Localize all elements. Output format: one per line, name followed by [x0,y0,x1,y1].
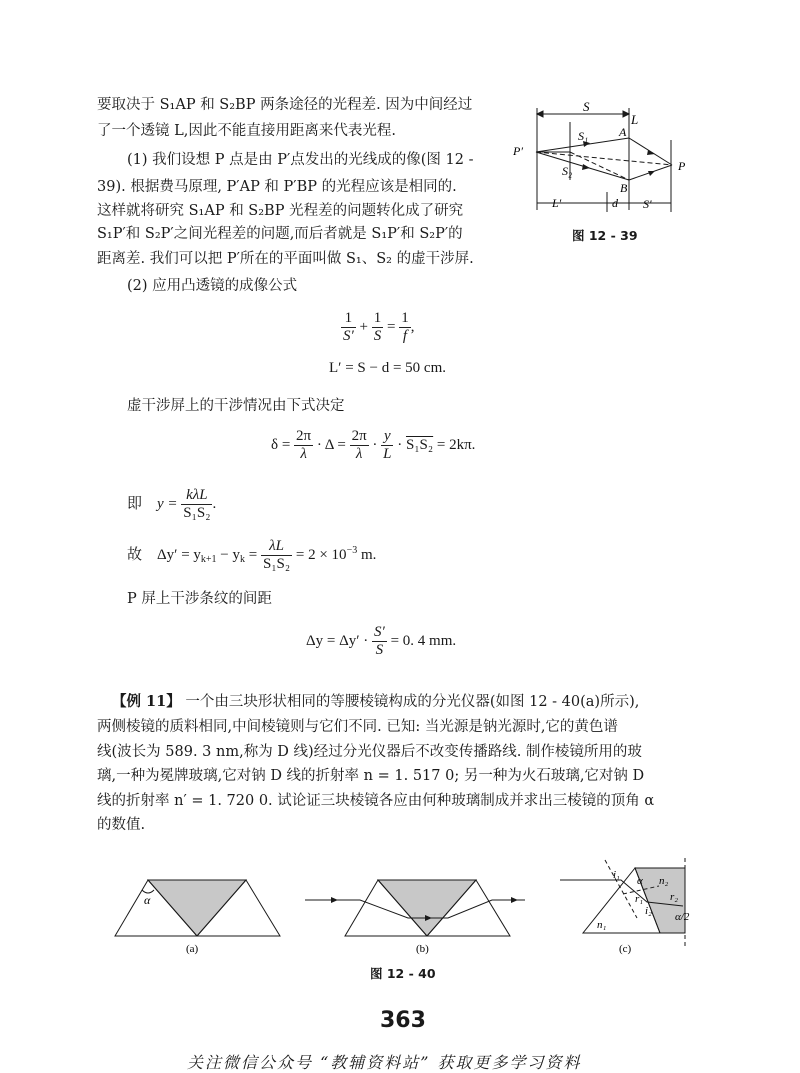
fig39-ray-PpB [536,152,629,180]
fig39-caption: 图 12 - 39 [572,228,638,243]
fig39-arrow [647,150,655,155]
eq-Lprime: L′ = S − d = 50 cm. [329,360,446,376]
fig40c-n2: n₂ [659,875,669,887]
figure-12-40a [110,870,300,960]
example-line1-text: 一个由三块形状相同的等腰棱镜构成的分光仪器(如图 12 - 40(a)所示), [180,694,640,710]
fig40b-arrow [331,897,338,903]
eq-delta-yprime: 故 $\Delta y' = y_{k+1} - y_k$ = $\frac{\lambda L}{\text{S₁S₂}}$ = $2 \times 10^{-3}$ m. [127,538,377,572]
fig40b-middle-prism [378,880,476,936]
example-tag: 【例 11】 [112,693,181,710]
fig40c-n1: n₁ [597,919,607,931]
fig40b-arrow [511,897,518,903]
fig40c-r1: r₁ [635,893,644,905]
fig40c-alpha2: α/2 [675,911,690,923]
para2-line4: S₁P′和 S₂P′之间光程差的问题,而后者就是 S₁P′和 S₂P′的 [97,226,463,242]
fig39-label-d: d [612,196,618,210]
para2-line2: 39). 根据费马原理, P′AP 和 P′BP 的光程应该是相同的. [97,179,457,195]
fig39-label-S: S [583,100,590,114]
eq-delta-y: Δy = Δy′ · $\frac{S'}{S}$ = 0. 4 mm. [306,624,457,658]
para2-line5: 距离差. 我们可以把 P′所在的平面叫做 S₁、S₂ 的虚干涉屏. [97,251,474,267]
page-number: 363 [380,1008,426,1033]
fig40a-label: (a) [186,943,199,955]
example-line5: 线的折射率 n′ = 1. 720 0. 试论证三块棱镜各应由何种玻璃制成并求出三棱镜的顶角 α [97,793,655,809]
fig39-label-S1: S₁ [578,129,589,143]
fig39-label-Pp: P′ [513,144,523,158]
fig39-arrow [648,171,655,176]
example-line3: 线(波长为 589. 3 nm,称为 D 线)经过分光仪器后不改变传播路线. 制作棱镜所用的玻 [97,744,642,760]
fig40b-label: (b) [416,943,429,955]
example-line2: 两侧棱镜的质料相同,中间棱镜则与它们不同. 已知: 当光源是钠光源时,它的黄色谱 [97,719,618,735]
fig39-ray-dashed2 [570,152,629,180]
fig40c-label: (c) [619,943,632,955]
fig39-label-L: L [631,112,639,127]
example-line4: 璃,一种为冕牌玻璃,它对钠 D 线的折射率 n = 1. 517 0; 另一种为火石玻璃,它对钠 D [97,768,645,784]
fig39-arrow [582,164,590,170]
para1-line1: 要取决于 S₁AP 和 S₂BP 两条途径的光程差. 因为中间经过 [97,97,473,113]
figure-12-39 [510,100,700,240]
para4: 虚干涉屏上的干涉情况由下式决定 [127,398,345,414]
fig40a-middle-prism [148,880,246,936]
eq-delta: δ = $\frac{2\pi}{\lambda}$ · Δ = $\frac{2\pi}{\lambda}$ · $\frac{y}{L}$ · S₁S₂ = 2kπ. [271,428,476,462]
fig39-label-Sp: S′ [643,197,652,211]
para3: (2) 应用凸透镜的成像公式 [127,278,298,294]
figure-12-40b [300,870,530,960]
fig39-label-A: A [619,125,627,139]
fig40c-i1: i₁ [613,869,620,881]
para2-line3: 这样就将研究 S₁AP 和 S₂BP 光程差的问题转化成了研究 [97,203,464,219]
fig39-label-P: P [678,159,686,173]
fig39-arrow [537,111,543,117]
para1-line2: 了一个透镜 L,因此不能直接用距离来代表光程. [97,123,396,139]
fig39-arrow [623,111,629,117]
example-line6: 的数值. [97,817,146,833]
eq-lens-formula: $\frac{1}{S'}$ + $\frac{1}{S}$ = $\frac{1}{f}$ , [343,310,415,344]
footer-watermark: 关注微信公众号 “教辅资料站” 获取更多学习资料 [187,1053,582,1072]
fig39-label-Lp: L′ [552,196,562,210]
fig40c-i2: i₂ [645,905,652,917]
fig40c-alpha: α [637,875,643,887]
figure-12-40c [555,848,705,960]
para2-line1: (1) 我们设想 P 点是由 P′点发出的光线成的像(图 12 - [127,152,474,168]
fig39-label-S2: S₂ [562,164,573,178]
fig40c-r2: r₂ [670,891,679,903]
para5: P 屏上干涉条纹的间距 [127,591,272,607]
fig40-caption: 图 12 - 40 [370,966,436,981]
eq-y: 即 y = $\frac{\text{kλL}}{\text{S₁S₂}}$ . [127,487,217,521]
fig39-label-B: B [620,181,628,195]
example-line1 [112,692,639,712]
fig40a-alpha: α [144,893,151,907]
